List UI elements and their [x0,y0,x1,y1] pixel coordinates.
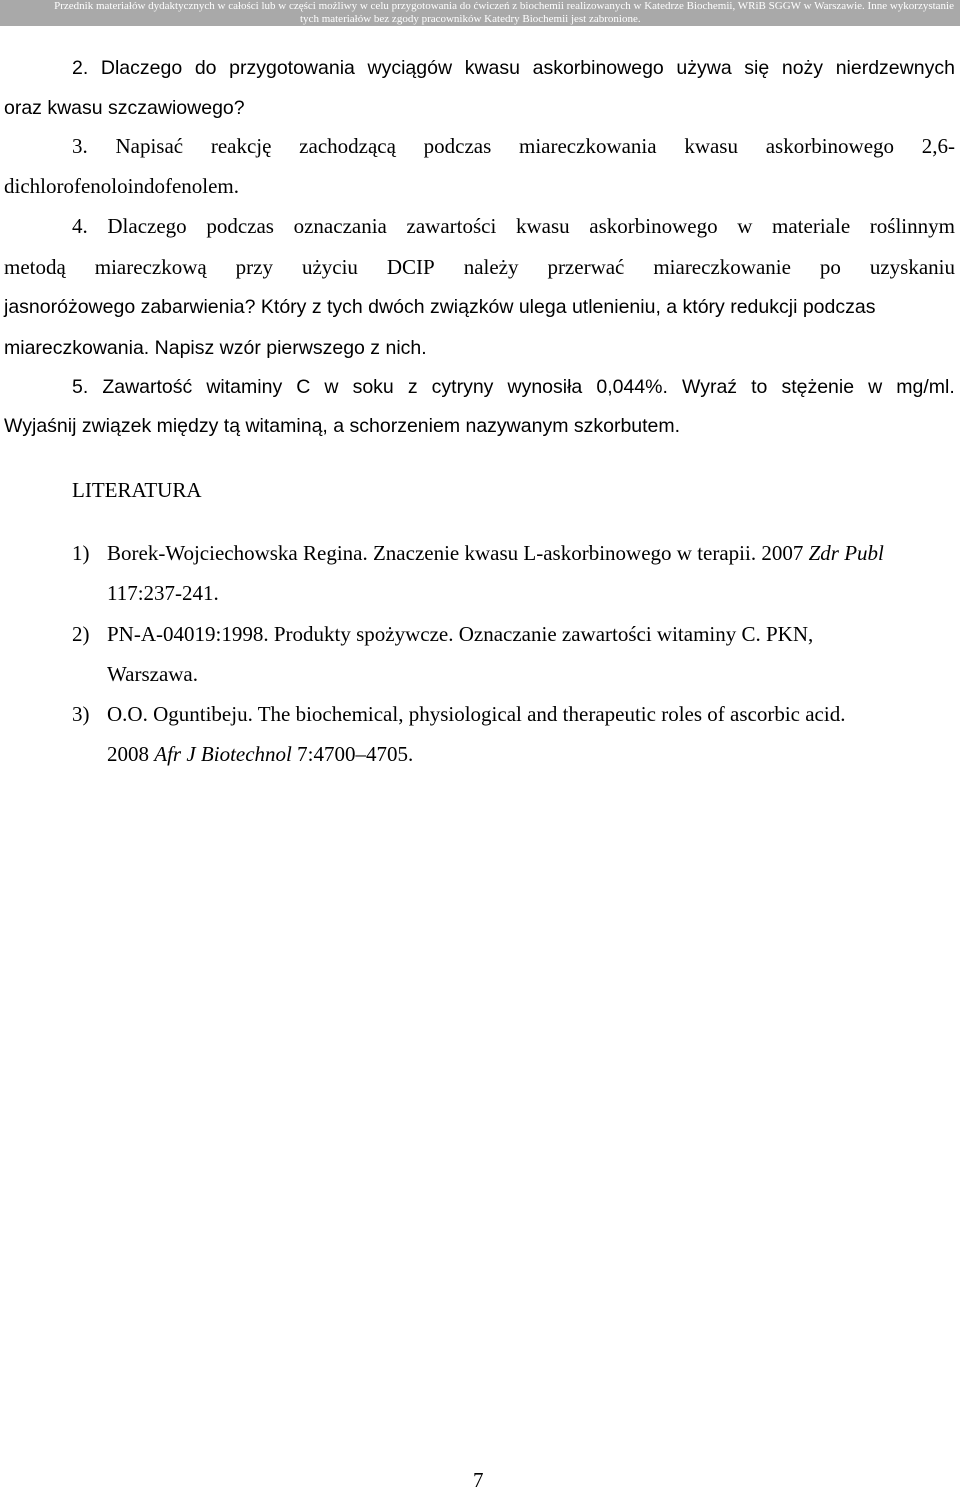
word: stężenie [781,376,855,398]
ref-3-text: O.O. Oguntibeju. The biochemical, physiological and therapeutic roles of ascorbic acid. [107,702,846,726]
ref-2-line-2: Warszawa. [107,662,199,686]
word: 4. [72,214,88,238]
q5-line-1 [72,375,955,399]
word: nierdzewnych [835,57,955,79]
watermark-banner [0,0,960,26]
q3-line-1 [72,134,955,158]
q4-line-4: miareczkowania. Napisz wzór pierwszego z nich. [4,337,427,359]
ref-1-tail: 117:237-241. [107,581,219,605]
word: materiale [772,214,851,238]
word: miareczkowania [519,134,657,158]
word: w [737,214,753,238]
watermark-line-2: tych materiałów bez zgody pracowników Katedry Biochemii jest zabronione. [300,13,641,25]
word: reakcję [210,134,272,158]
word: Wyraź [681,376,738,398]
word: kwasu [464,57,520,79]
word: się [744,57,770,79]
word: roślinnym [869,214,955,238]
word: askorbinowego [589,214,718,238]
word: z [407,376,418,398]
word: kwasu [515,214,570,238]
word: kwasu [684,134,738,158]
q2-line-2: oraz kwasu szczawiowego? [4,97,245,119]
ref-1-number: 1) [72,541,90,565]
word: podczas [206,214,274,238]
word: oznaczania [293,214,387,238]
word: witaminy [206,376,283,398]
word: soku [352,376,394,398]
word: 2,6- [921,134,955,158]
q5-line-2: Wyjaśnij związek między tą witaminą, a schorzeniem nazywanym szkorbutem. [4,415,681,437]
word: mg/ml. [896,376,955,398]
word: metodą [4,255,66,279]
word: DCIP [386,255,435,279]
word: 2. [72,57,89,79]
word: miareczkową [94,255,207,279]
ref-3-journal: Afr J Biotechnol [154,742,292,766]
word: używa [676,57,732,79]
ref-3-tail: 7:4700–4705. [291,742,414,766]
ref-1-text: Borek-Wojciechowska Regina. Znaczenie kwasu L-askorbinowego w terapii. 2007 Zdr Publ [107,541,884,565]
ref-1-journal: Zdr Publ [808,541,884,565]
word: noży [781,57,824,79]
word: Napisać [115,134,184,158]
q3-line-2: dichlorofenoloindofenolem. [4,174,240,198]
word: askorbinowego [532,57,664,79]
word: Zawartość [102,376,193,398]
word: uzyskaniu [869,255,955,279]
ref-3-year: 2008 [107,742,155,766]
word: przerwać [547,255,625,279]
watermark-line-1: Przednik materiałów dydaktycznych w całości lub w części możliwy w celu przygotowania do ćwiczeń z biochemii realizowanych w Katedrze Biochemii, WRiB SGGW w Warszawie. Inne wykorzystanie [54,0,954,12]
word: przy [235,255,273,279]
word: Dlaczego [107,214,187,238]
word: wynosiła [507,376,583,398]
word: do [194,57,217,79]
word: po [819,255,841,279]
word: zachodzącą [299,134,396,158]
word: użyciu [301,255,358,279]
literature-heading: LITERATURA [72,478,202,502]
word: zawartości [406,214,497,238]
word: wyciągów [367,57,453,79]
word: cytryny [431,376,494,398]
word: w [868,376,883,398]
word: podczas [423,134,492,158]
word: 3. [72,134,88,158]
word: to [751,376,768,398]
ref-2-number: 2) [72,622,90,646]
word: askorbinowego [765,134,895,158]
q2-line-1 [72,56,955,80]
word: C [296,376,311,398]
page-number: 7 [473,1468,484,1492]
word: 0,044%. [596,376,668,398]
word: Dlaczego [100,57,183,79]
ref-3-number: 3) [72,702,90,726]
q4-line-1 [72,214,955,238]
word: 5. [72,376,89,398]
ref-1-line-2 [107,581,219,605]
word: należy [463,255,519,279]
q4-line-2 [4,255,955,279]
q4-line-3: jasnoróżowego zabarwienia? Który z tych dwóch związków ulega utlenieniu, a który redukcji podczas [4,296,876,318]
word: miareczkowanie [653,255,791,279]
word: w [324,376,339,398]
word: przygotowania [229,57,355,79]
ref-2-text: PN-A-04019:1998. Produkty spożywcze. Oznaczanie zawartości witaminy C. PKN, [107,622,814,646]
ref-3-line-2 [107,742,413,766]
